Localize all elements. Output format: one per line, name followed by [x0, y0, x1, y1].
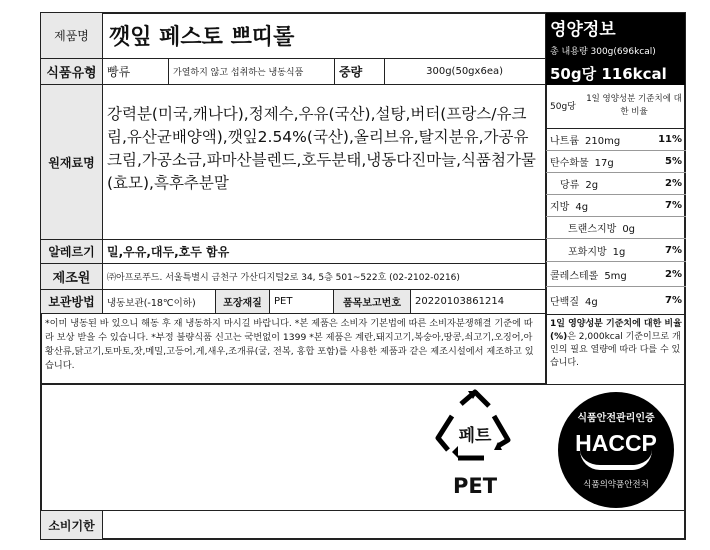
nutrition-row — [546, 217, 686, 239]
product-name-label-cell — [41, 13, 103, 59]
ingredients-text: 강력분(미국,캐나다),정제수,우유(국산),설탕,버터(프랑스/유크림,유산균배양액),깻잎2.54%(국산),올리브유,탈지분유,가공유크림,가공소금,파마산블렌드,호두분태,냉동다진마늘,식품첨가물(효모),흑후추분말 — [107, 105, 536, 192]
product-name-cell — [103, 13, 546, 59]
nutrient-amount: 5mg — [604, 270, 627, 282]
nutrient-name-amount — [560, 176, 598, 191]
nutrient-amount: 2g — [585, 180, 599, 191]
nutrient-amount: 0g — [622, 224, 636, 235]
allergy-label-cell — [41, 240, 103, 264]
haccp-logo — [558, 392, 674, 508]
nutrient-percent: 2% — [665, 268, 682, 280]
packaging-label: 포장재질 — [223, 298, 262, 309]
allergy-value: 밀,우유,대두,호두 함유 — [107, 245, 230, 259]
nutrient-name-amount — [550, 267, 627, 282]
haccp-smile-icon — [580, 450, 652, 470]
nutrition-dv-header: 1일 영양성분 기준치에 대한 비율 — [586, 94, 682, 117]
nutrient-name: 트랜스지방 — [568, 224, 617, 235]
weight-value: 300g(50gx6ea) — [426, 66, 503, 77]
expiry-label-cell — [41, 511, 103, 539]
storage-label-cell — [41, 290, 103, 314]
food-type-value: 빵류 — [107, 65, 131, 79]
nutrient-percent: 7% — [665, 295, 682, 306]
storage-value-cell — [103, 290, 216, 314]
nutrient-percent: 2% — [665, 178, 682, 189]
nutrient-name-amount — [550, 132, 620, 147]
haccp-center-text: HACCP — [575, 430, 657, 456]
nutrition-row — [546, 262, 686, 287]
report-number-value-cell — [411, 290, 546, 314]
nutrition-title: 영양정보 — [550, 20, 616, 40]
nutrient-percent: 11% — [658, 134, 682, 145]
recycle-mark-text: 페트 — [458, 426, 492, 446]
nutrition-footnote: 은 2,000kcal 기준이므로 개인의 필요 열량에 따라 다를 수 있습니다. — [550, 332, 681, 368]
manufacturer-label-cell — [41, 264, 103, 290]
manufacturer-value-cell — [103, 264, 546, 290]
report-number-label: 품목보고번호 — [343, 298, 401, 309]
product-name: 깻잎 페스토 쁘띠롤 — [109, 25, 295, 50]
report-number-label-cell — [334, 290, 411, 314]
nutrient-name: 지방 — [550, 202, 570, 213]
nutrient-name: 단백질 — [550, 297, 579, 308]
nutrition-footnote-cell — [546, 314, 686, 384]
nutrient-name: 나트륨 — [550, 136, 579, 147]
nutrition-per-serving: 50g당 116kcal — [550, 65, 667, 83]
nutrition-row — [546, 239, 686, 262]
ingredients-cell — [103, 85, 546, 240]
nutrition-footnote-bold: 1일 영양성분 기준치에 대한 비율(%) — [550, 319, 682, 342]
packaging-label-cell — [216, 290, 270, 314]
recycling-mark — [428, 388, 522, 500]
nutrient-name-amount — [550, 293, 598, 308]
nutrient-amount: 1g — [612, 246, 626, 258]
nutrition-row — [546, 151, 686, 173]
nutrition-row — [546, 287, 686, 314]
nutrient-amount: 17g — [594, 158, 614, 169]
food-type-value-cell — [103, 59, 169, 85]
nutrition-total: 총 내용량 300g(696kcal) — [550, 47, 656, 57]
food-type-label: 식품유형 — [46, 66, 97, 81]
notice-cell — [41, 314, 546, 384]
nutrient-name: 포화지방 — [568, 246, 607, 258]
haccp-top-text: 식품안전관리인증 — [577, 413, 655, 424]
nutrition-header — [546, 13, 685, 85]
storage-label: 보관방법 — [48, 295, 95, 309]
logos-top-line — [41, 384, 686, 385]
nutrient-amount: 4g — [584, 297, 598, 308]
weight-label: 중량 — [339, 65, 363, 79]
notice-text: *이미 냉동된 바 있으니 해동 후 재 냉동하지 마시길 바랍니다. *본 제품은 소비자 기본법에 따른 소비자분쟁해결 기준에 따라 보상 받을 수 있습니다. *부정 불량식품 신고는 국번없이 1399 *본 제품은 계란,돼지고기,복숭아,땅콩,쇠고기,오징어,아황산류,닭고기,토마토,잣,메밀,고등어,게,새우,조개류(굴, 전복, 홍합 포함)를 사용한 제품과 같은 제조시설에서 제조하고 있습니다. — [45, 318, 534, 371]
nutrient-amount: 210mg — [584, 136, 621, 147]
nutrition-per-unit: 50g당 — [550, 102, 576, 112]
allergy-value-cell — [103, 240, 546, 264]
allergy-label: 알레르기 — [48, 245, 95, 259]
manufacturer-value: ㈜아프로푸드. 서울특별시 금천구 가산디지털2로 34, 5층 501~522호 (02-2102-0216) — [107, 273, 460, 283]
nutrient-name: 당류 — [560, 180, 580, 191]
expiry-value-cell — [103, 511, 685, 539]
food-type-note-cell — [169, 59, 335, 85]
product-name-label: 제품명 — [54, 29, 89, 43]
nutrient-percent: 7% — [665, 200, 682, 211]
packaging-value: PET — [274, 296, 293, 307]
nutrient-name-amount — [568, 243, 625, 258]
storage-value: 냉동보관(-18℃이하) — [107, 297, 196, 309]
nutrient-name: 콜레스테롤 — [550, 270, 599, 282]
packaging-value-cell — [270, 290, 334, 314]
nutrition-row — [546, 173, 686, 195]
expiry-label: 소비기한 — [48, 518, 95, 533]
ingredients-label: 원재료명 — [48, 155, 95, 170]
weight-value-cell — [385, 59, 546, 85]
food-type-note: 가열하지 않고 섭취하는 냉동식품 — [173, 68, 304, 78]
nutrient-amount: 4g — [575, 202, 589, 213]
ingredients-label-cell — [41, 85, 103, 240]
nutrient-name-amount — [550, 198, 588, 213]
food-type-label-cell — [41, 59, 103, 85]
nutrient-name: 탄수화물 — [550, 158, 589, 169]
report-number-value: 20220103861214 — [415, 296, 505, 307]
nutrition-subheader — [546, 85, 686, 129]
nutrient-name-amount — [568, 220, 635, 235]
nutrient-percent: 5% — [665, 156, 682, 167]
nutrient-percent: 7% — [665, 244, 682, 256]
nutrition-row — [546, 129, 686, 151]
recycle-material: PET — [452, 474, 498, 498]
haccp-bottom-text: 식품의약품안전처 — [583, 480, 649, 490]
manufacturer-label: 제조원 — [52, 271, 91, 286]
nutrition-row — [546, 195, 686, 217]
nutrient-name-amount — [550, 154, 614, 169]
weight-label-cell — [335, 59, 385, 85]
